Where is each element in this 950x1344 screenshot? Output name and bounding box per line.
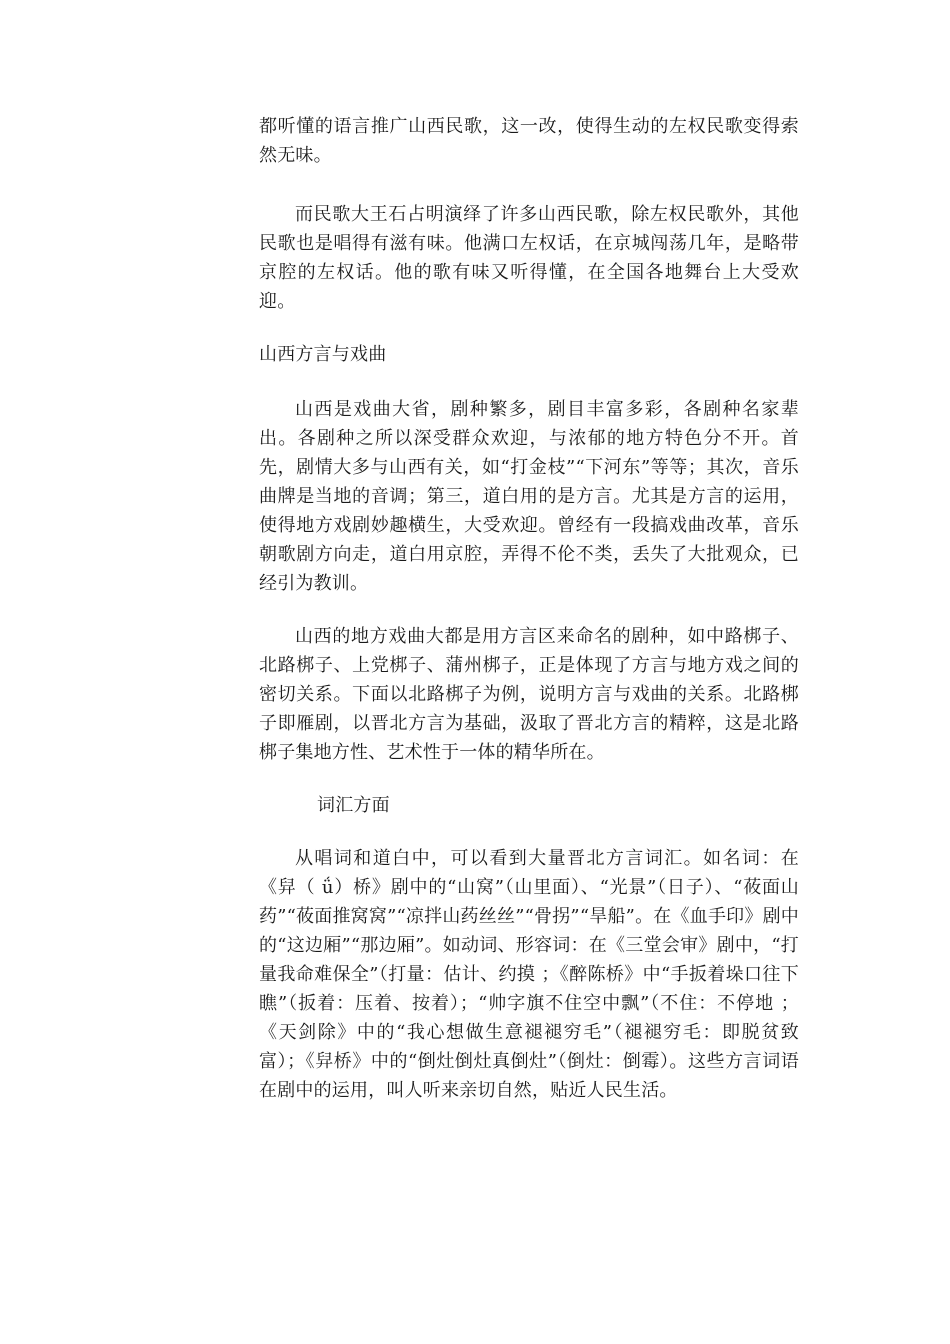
sub-heading: 词汇方面 [317, 795, 390, 816]
paragraph: 山西是戏曲大省，剧种繁多，剧目丰富多彩，各剧种名家辈出。各剧种之所以深受群众欢迎，与浓郁的地方特色分不开。首先，剧情大多与山西有关，如“打金枝”“下河东”等等；其次，音乐曲牌是当地的音调；第三，道白用的是方言。尤其是方言的运用，使得地方戏剧妙趣横生，大受欢迎。曾经有一段搞戏曲改革，音乐朝歌剧方向走，道白用京腔，弄得不伦不类，丢失了大批观众，已经引为教训。 [259, 399, 799, 594]
document-body [259, 112, 799, 1129]
paragraph: 从唱词和道白中，可以看到大量晋北方言词汇。如名词：在《舁（ ǘ）桥》剧中的“山窝”（山里面）、“光景”（日子）、“莜面山药”“莜面推窝窝”“凉拌山药丝丝”“骨拐”“旱船”。在《血手印》剧中的“这边厢”“那边厢”。如动词、形容词：在《三堂会审》剧中，“打量我命难保全”（打量：估计、约摸 ；《醉陈桥》中“手扳着垛口往下瞧”（扳着：压着、按着）；“帅字旗不住空中飘”（不住：不停地 ；《天剑除》中的“我心想做生意褪褪穷毛”（褪褪穷毛：即脱贫致富）；《舁桥》中的“倒灶倒灶真倒灶”（倒灶：倒霉）。这些方言词语在剧中的运用，叫人听来亲切自然，贴近人民生活。 [259, 848, 799, 1101]
paragraph: 山西的地方戏曲大都是用方言区来命名的剧种，如中路梆子、北路梆子、上党梆子、蒲州梆子，正是体现了方言与地方戏之间的密切关系。下面以北路梆子为例，说明方言与戏曲的关系。北路梆子即雁剧，以晋北方言为基础，汲取了晋北方言的精粹，这是北路梆子集地方性、艺术性于一体的精华所在。 [259, 626, 799, 763]
paragraph: 而民歌大王石占明演绎了许多山西民歌，除左权民歌外，其他民歌也是唱得有滋有味。他满口左权话，在京城闯荡几年，是略带京腔的左权话。他的歌有味又听得懂，在全国各地舞台上大受欢迎。 [259, 204, 799, 312]
paragraph: 都听懂的语言推广山西民歌，这一改，使得生动的左权民歌变得索然无味。 [259, 116, 799, 166]
section-heading: 山西方言与戏曲 [259, 344, 387, 365]
